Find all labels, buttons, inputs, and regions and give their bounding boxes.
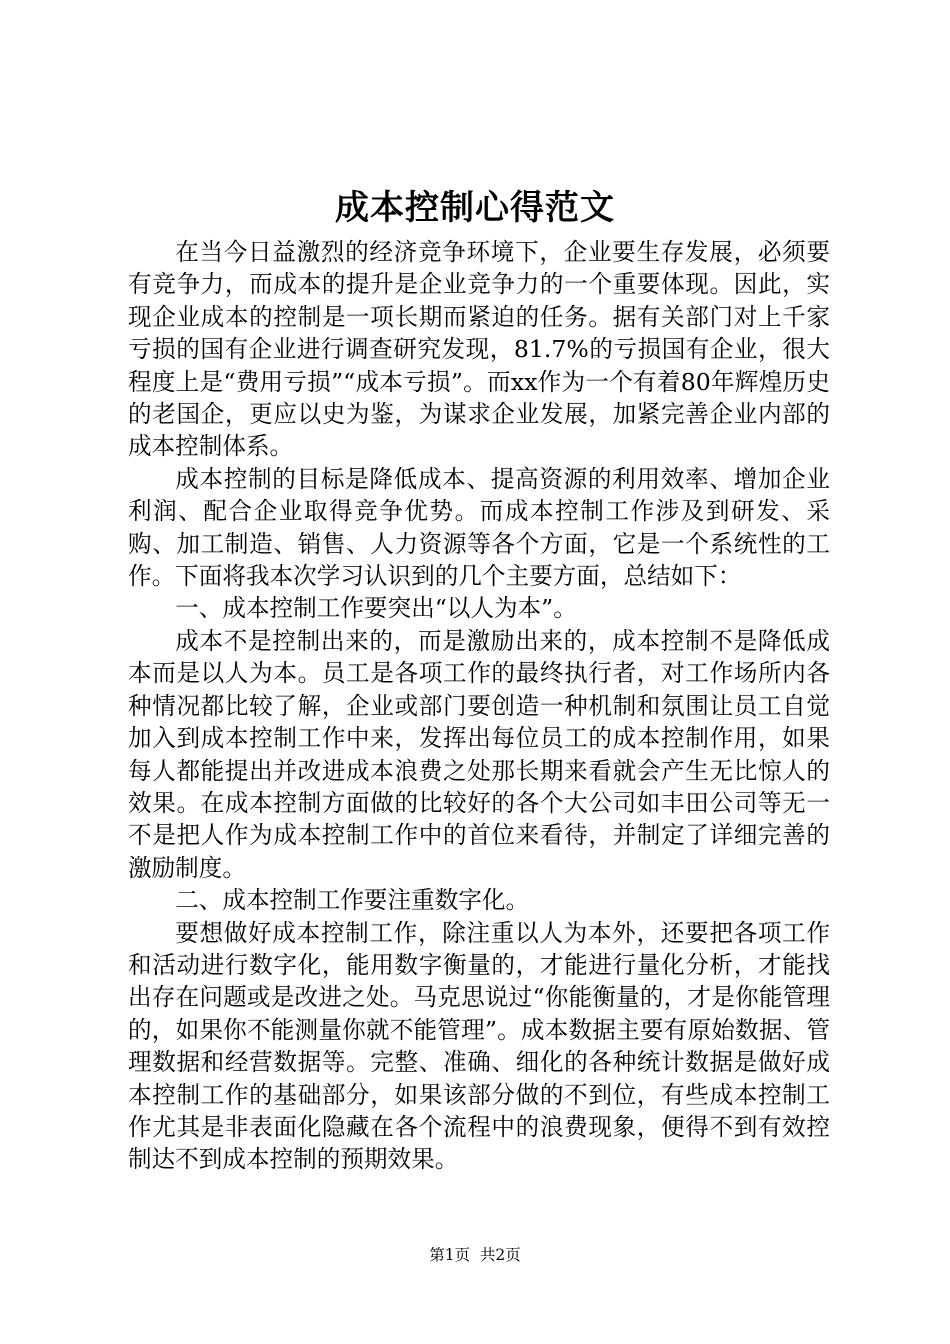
section-heading-people: 一、成本控制工作要突出“以人为本”。 [175, 594, 577, 623]
paragraph-digital: 要想做好成本控制工作，除注重以人为本外，还要把各项工作和活动进行数字化，能用数字衡量的，才能进行量化分析，才能找出存在问题或是改进之处。马克思说过“你能衡量的，才是你能管理的，如果你不能测量你就不能管理”。成本数据主要有原始数据、管理数据和经营数据等。完整、准确、细化的各种统计数据是做好成本控制工作的基础部分，如果该部分做的不到位，有些成本控制工作尤其是非表面化隐藏在各个流程中的浪费现象，便得不到有效控制达不到成本控制的预期效果。 [128, 918, 830, 1174]
page-footer [0, 1245, 950, 1265]
document-title: 成本控制心得范文 [335, 188, 615, 228]
page-number: 第1页 共2页 [429, 1246, 521, 1264]
section-heading-digital: 二、成本控制工作要注重数字化。 [175, 886, 530, 915]
paragraph-people: 成本不是控制出来的，而是激励出来的，成本控制不是降低成本而是以人为本。员工是各项工作的最终执行者，对工作场所内各种情况都比较了解，企业或部门要创造一种机制和氛围让员工自觉加入到成本控制工作中来，发挥出每位员工的成本控制作用，如果每人都能提出并改进成本浪费之处那长期来看就会产生无比惊人的效果。在成本控制方面做的比较好的各个大公司如丰田公司等无一不是把人作为成本控制工作中的首位来看待，并制定了详细完善的激励制度。 [128, 626, 830, 882]
document-body [128, 236, 830, 1176]
paragraph-goals: 成本控制的目标是降低成本、提高资源的利用效率、增加企业利润、配合企业取得竞争优势。而成本控制工作涉及到研发、采购、加工制造、销售、人力资源等各个方面，它是一个系统性的工作。下面将我本次学习认识到的几个主要方面，总结如下： [128, 464, 830, 591]
paragraph-intro: 在当今日益激烈的经济竞争环境下，企业要生存发展，必须要有竞争力，而成本的提升是企业竞争力的一个重要体现。因此，实现企业成本的控制是一项长期而紧迫的任务。据有关部门对上千家亏损的国有企业进行调查研究发现，81.7%的亏损国有企业，很大程度上是“费用亏损”“成本亏损”。而xx作为一个有着80年辉煌历史的老国企，更应以史为鉴，为谋求企业发展，加紧完善企业内部的成本控制体系。 [128, 238, 830, 461]
